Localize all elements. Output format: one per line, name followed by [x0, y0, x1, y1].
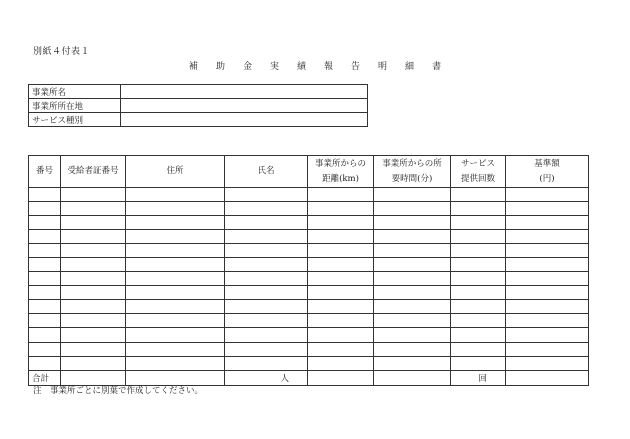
- table-row: [29, 244, 589, 258]
- table-cell[interactable]: [29, 300, 61, 314]
- header-text: 住所: [166, 166, 184, 176]
- table-row: [29, 216, 589, 230]
- table-cell[interactable]: [126, 202, 225, 216]
- title-char: 績: [296, 62, 306, 72]
- facility-info-table: [28, 84, 368, 127]
- table-cell[interactable]: [29, 202, 61, 216]
- table-cell[interactable]: [126, 258, 225, 272]
- table-cell[interactable]: [126, 300, 225, 314]
- table-row: [29, 300, 589, 314]
- table-cell[interactable]: [451, 300, 506, 314]
- table-cell[interactable]: [308, 342, 374, 356]
- table-cell[interactable]: [451, 258, 506, 272]
- title-char: 細: [405, 62, 415, 72]
- table-cell[interactable]: [506, 188, 589, 202]
- header-address: [126, 156, 225, 188]
- table-cell[interactable]: [451, 230, 506, 244]
- table-row: [29, 286, 589, 300]
- table-cell[interactable]: [29, 258, 61, 272]
- record-detail-table: [28, 155, 589, 386]
- table-row: [29, 356, 589, 370]
- table-cell[interactable]: [506, 202, 589, 216]
- table-header-row: [29, 156, 589, 188]
- table-cell[interactable]: [451, 272, 506, 286]
- header-text: 事業所からの所: [382, 159, 442, 169]
- table-cell[interactable]: [61, 286, 126, 300]
- header-travel-time: [374, 156, 451, 188]
- table-row: [29, 342, 589, 356]
- table-cell[interactable]: [374, 216, 451, 230]
- table-cell[interactable]: [374, 300, 451, 314]
- table-cell[interactable]: [126, 342, 225, 356]
- table-cell[interactable]: [126, 328, 225, 342]
- service-type-field[interactable]: [121, 113, 368, 127]
- table-cell[interactable]: [374, 314, 451, 328]
- table-cell[interactable]: [506, 258, 589, 272]
- table-row: [29, 188, 589, 202]
- header-text: 基準額: [534, 159, 560, 169]
- table-cell[interactable]: [225, 300, 308, 314]
- table-cell[interactable]: [61, 230, 126, 244]
- table-cell[interactable]: [451, 356, 506, 370]
- facility-address-field[interactable]: [121, 99, 368, 113]
- title-char: 告: [351, 62, 361, 72]
- table-cell[interactable]: [506, 300, 589, 314]
- table-cell[interactable]: [126, 286, 225, 300]
- table-cell[interactable]: [506, 328, 589, 342]
- table-cell[interactable]: [308, 244, 374, 258]
- table-cell[interactable]: [126, 272, 225, 286]
- table-cell[interactable]: [506, 244, 589, 258]
- table-cell[interactable]: [451, 328, 506, 342]
- table-cell[interactable]: [126, 314, 225, 328]
- table-cell[interactable]: [29, 188, 61, 202]
- table-cell[interactable]: [61, 272, 126, 286]
- table-cell[interactable]: [126, 216, 225, 230]
- table-body: [29, 188, 589, 371]
- total-cell: [126, 370, 225, 385]
- table-cell[interactable]: [308, 188, 374, 202]
- table-cell[interactable]: [451, 188, 506, 202]
- header-name: [225, 156, 308, 188]
- table-cell[interactable]: [225, 188, 308, 202]
- header-text: 事業所からの: [314, 159, 366, 169]
- total-people-unit: 人: [225, 370, 308, 385]
- table-cell[interactable]: [61, 216, 126, 230]
- table-row: [29, 272, 589, 286]
- service-type-label: サービス種別: [29, 113, 121, 127]
- table-cell[interactable]: [374, 272, 451, 286]
- table-cell[interactable]: [308, 300, 374, 314]
- total-cell: [506, 370, 589, 385]
- table-cell[interactable]: [451, 202, 506, 216]
- table-cell[interactable]: [374, 328, 451, 342]
- title-char: 助: [215, 62, 225, 72]
- table-cell[interactable]: [374, 188, 451, 202]
- table-row: [29, 328, 589, 342]
- header-text: 受給者証番号: [67, 166, 119, 176]
- total-cell: [61, 370, 126, 385]
- title-char: 実: [269, 62, 279, 72]
- table-cell[interactable]: [29, 356, 61, 370]
- total-label: 合計: [29, 370, 61, 385]
- facility-address-label: 事業所所在地: [29, 99, 121, 113]
- table-cell[interactable]: [29, 286, 61, 300]
- table-cell[interactable]: [506, 342, 589, 356]
- total-count-unit: 回: [451, 370, 506, 385]
- table-row: [29, 230, 589, 244]
- header-text: 氏名: [257, 166, 275, 176]
- table-cell[interactable]: [225, 356, 308, 370]
- table-cell[interactable]: [374, 356, 451, 370]
- header-service-count: [451, 156, 506, 188]
- facility-name-field[interactable]: [121, 85, 368, 99]
- table-cell[interactable]: [308, 328, 374, 342]
- header-text: 距離(km): [322, 174, 359, 184]
- title-char: 金: [242, 62, 252, 72]
- table-cell[interactable]: [61, 244, 126, 258]
- total-cell: [374, 370, 451, 385]
- table-cell[interactable]: [61, 328, 126, 342]
- table-cell[interactable]: [225, 328, 308, 342]
- table-cell[interactable]: [29, 244, 61, 258]
- table-cell[interactable]: [308, 230, 374, 244]
- table-row: [29, 258, 589, 272]
- table-cell[interactable]: [451, 286, 506, 300]
- table-cell[interactable]: [225, 202, 308, 216]
- table-cell[interactable]: [225, 286, 308, 300]
- table-cell[interactable]: [225, 216, 308, 230]
- table-cell[interactable]: [225, 230, 308, 244]
- title-char: 補: [188, 62, 198, 72]
- table-cell[interactable]: [308, 356, 374, 370]
- info-row-service-type: [29, 113, 368, 127]
- table-cell[interactable]: [29, 328, 61, 342]
- document-reference: 別紙４付表１: [33, 47, 91, 57]
- table-cell[interactable]: [308, 286, 374, 300]
- table-cell[interactable]: [61, 300, 126, 314]
- table-cell[interactable]: [126, 244, 225, 258]
- table-cell[interactable]: [61, 202, 126, 216]
- title-char: 書: [432, 62, 442, 72]
- table-cell[interactable]: [126, 188, 225, 202]
- header-text: 要時間(分): [391, 174, 433, 184]
- table-cell[interactable]: [225, 258, 308, 272]
- table-cell[interactable]: [506, 286, 589, 300]
- table-cell[interactable]: [374, 230, 451, 244]
- table-cell[interactable]: [374, 244, 451, 258]
- info-row-name: [29, 85, 368, 99]
- table-cell[interactable]: [308, 314, 374, 328]
- table-cell[interactable]: [374, 286, 451, 300]
- total-cell: [308, 370, 374, 385]
- table-cell[interactable]: [29, 216, 61, 230]
- table-cell[interactable]: [308, 272, 374, 286]
- table-cell[interactable]: [225, 342, 308, 356]
- table-cell[interactable]: [308, 216, 374, 230]
- header-base-amount: [506, 156, 589, 188]
- table-cell[interactable]: [506, 272, 589, 286]
- title-char: 明: [378, 62, 388, 72]
- table-cell[interactable]: [61, 188, 126, 202]
- table-cell[interactable]: [29, 342, 61, 356]
- header-distance: [308, 156, 374, 188]
- table-cell[interactable]: [506, 356, 589, 370]
- table-cell[interactable]: [374, 342, 451, 356]
- info-row-address: [29, 99, 368, 113]
- table-cell[interactable]: [29, 230, 61, 244]
- table-cell[interactable]: [61, 342, 126, 356]
- footnote: 注 事業所ごとに別葉で作成してください。: [33, 386, 204, 396]
- header-text: 提供回数: [460, 174, 495, 184]
- table-cell[interactable]: [61, 356, 126, 370]
- header-text: (円): [539, 174, 555, 184]
- header-number: [29, 156, 61, 188]
- table-cell[interactable]: [225, 272, 308, 286]
- table-cell[interactable]: [126, 230, 225, 244]
- table-cell[interactable]: [308, 202, 374, 216]
- table-cell[interactable]: [225, 244, 308, 258]
- table-cell[interactable]: [29, 314, 61, 328]
- table-cell[interactable]: [308, 258, 374, 272]
- table-cell[interactable]: [374, 258, 451, 272]
- table-cell[interactable]: [451, 216, 506, 230]
- facility-name-label: 事業所名: [29, 85, 121, 99]
- table-cell[interactable]: [61, 258, 126, 272]
- table-cell[interactable]: [506, 230, 589, 244]
- table-cell[interactable]: [126, 356, 225, 370]
- total-row: [29, 370, 589, 385]
- table-cell[interactable]: [225, 314, 308, 328]
- header-text: サービス: [460, 159, 495, 169]
- document-title: [0, 59, 630, 72]
- table-cell[interactable]: [29, 272, 61, 286]
- table-cell[interactable]: [506, 216, 589, 230]
- table-cell[interactable]: [506, 314, 589, 328]
- table-cell[interactable]: [61, 314, 126, 328]
- table-row: [29, 314, 589, 328]
- title-char: 報: [324, 62, 334, 72]
- header-recipient-id: [61, 156, 126, 188]
- table-cell[interactable]: [451, 314, 506, 328]
- header-text: 番号: [35, 166, 53, 176]
- table-cell[interactable]: [374, 202, 451, 216]
- table-row: [29, 202, 589, 216]
- table-cell[interactable]: [451, 342, 506, 356]
- table-cell[interactable]: [451, 244, 506, 258]
